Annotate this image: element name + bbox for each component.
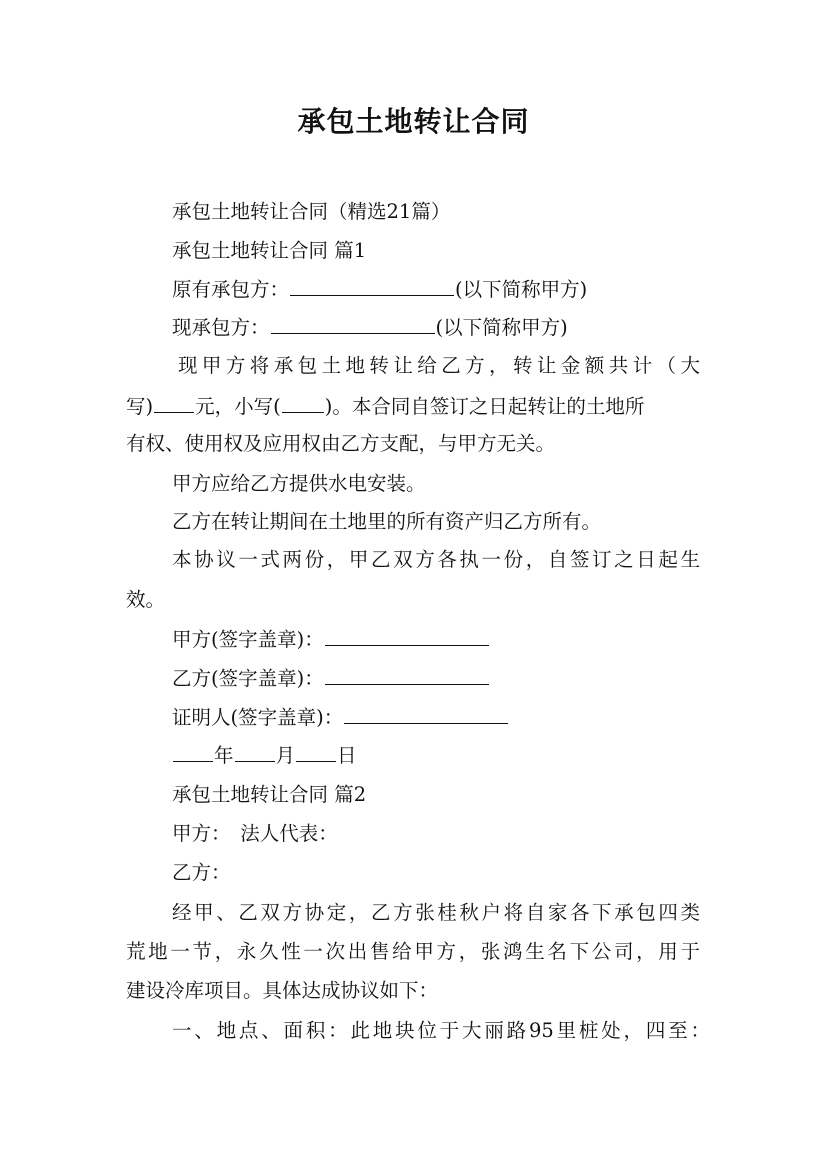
original-contractor-note: (以下简称甲方)	[455, 278, 588, 301]
blank-underline	[271, 313, 435, 334]
date-line	[172, 741, 357, 770]
subtitle-line: 承包土地转让合同（精选21篇）	[172, 200, 451, 223]
signature-party-a-label: 甲方(签字盖章)：	[172, 628, 324, 651]
month-blank	[235, 741, 275, 762]
paragraph-copies-line-1: 本协议一式两份，甲乙双方各执一份，自签订之日起生	[172, 548, 700, 571]
section-heading-2: 承包土地转让合同 篇2	[172, 783, 367, 806]
party-b-line: 乙方：	[172, 861, 231, 884]
paragraph-agreement-line-1: 经甲、乙双方协定，乙方张桂秋户将自家各下承包四类	[172, 901, 700, 924]
signature-party-a	[172, 625, 490, 654]
year-blank	[173, 741, 213, 762]
blank-underline	[290, 275, 454, 296]
section-heading-1: 承包土地转让合同 篇1	[172, 239, 367, 262]
month-label: 月	[275, 744, 296, 767]
signature-underline	[325, 625, 489, 646]
signature-underline	[344, 703, 508, 724]
paragraph-transfer-line-3: 有权、使用权及应用权由乙方支配，与甲方无关。	[126, 432, 556, 455]
blank-underline	[282, 392, 324, 413]
paragraph-assets: 乙方在转让期间在土地里的所有资产归乙方所有。	[172, 510, 602, 533]
amount-small-label: 元，小写(	[195, 395, 281, 418]
paragraph-agreement-line-3: 建设冷库项目。具体达成协议如下：	[126, 979, 439, 1002]
year-label: 年	[214, 744, 234, 767]
day-blank	[296, 741, 336, 762]
paragraph-transfer-text: )。本合同自签订之日起转让的土地所	[324, 395, 645, 418]
signature-party-b	[172, 664, 490, 693]
amount-capital-label: 写)	[126, 395, 154, 418]
blank-underline	[154, 392, 194, 413]
paragraph-transfer-line-2	[126, 392, 644, 421]
current-contractor-line	[172, 313, 568, 342]
document-title: 承包土地转让合同	[297, 105, 530, 138]
paragraph-utilities: 甲方应给乙方提供水电安装。	[172, 472, 426, 495]
paragraph-transfer-line-1: 现甲方将承包土地转让给乙方，转让金额共计（大	[178, 354, 700, 377]
signature-underline	[325, 664, 489, 685]
party-a-representative: 甲方： 法人代表：	[172, 822, 338, 845]
day-label: 日	[337, 744, 357, 767]
clause-one-location: 一、地点、面积：此地块位于大丽路95里桩处，四至：	[172, 1019, 710, 1042]
current-contractor-note: (以下简称甲方)	[435, 316, 568, 339]
current-contractor-label: 现承包方：	[172, 316, 270, 339]
signature-witness-label: 证明人(签字盖章)：	[172, 706, 344, 729]
original-contractor-line	[172, 275, 587, 304]
signature-witness	[172, 703, 509, 732]
signature-party-b-label: 乙方(签字盖章)：	[172, 667, 324, 690]
paragraph-copies-line-2: 效。	[126, 588, 166, 611]
original-contractor-label: 原有承包方：	[172, 278, 290, 301]
paragraph-agreement-line-2: 荒地一节，永久性一次出售给甲方，张鸿生名下公司，用于	[126, 940, 700, 963]
